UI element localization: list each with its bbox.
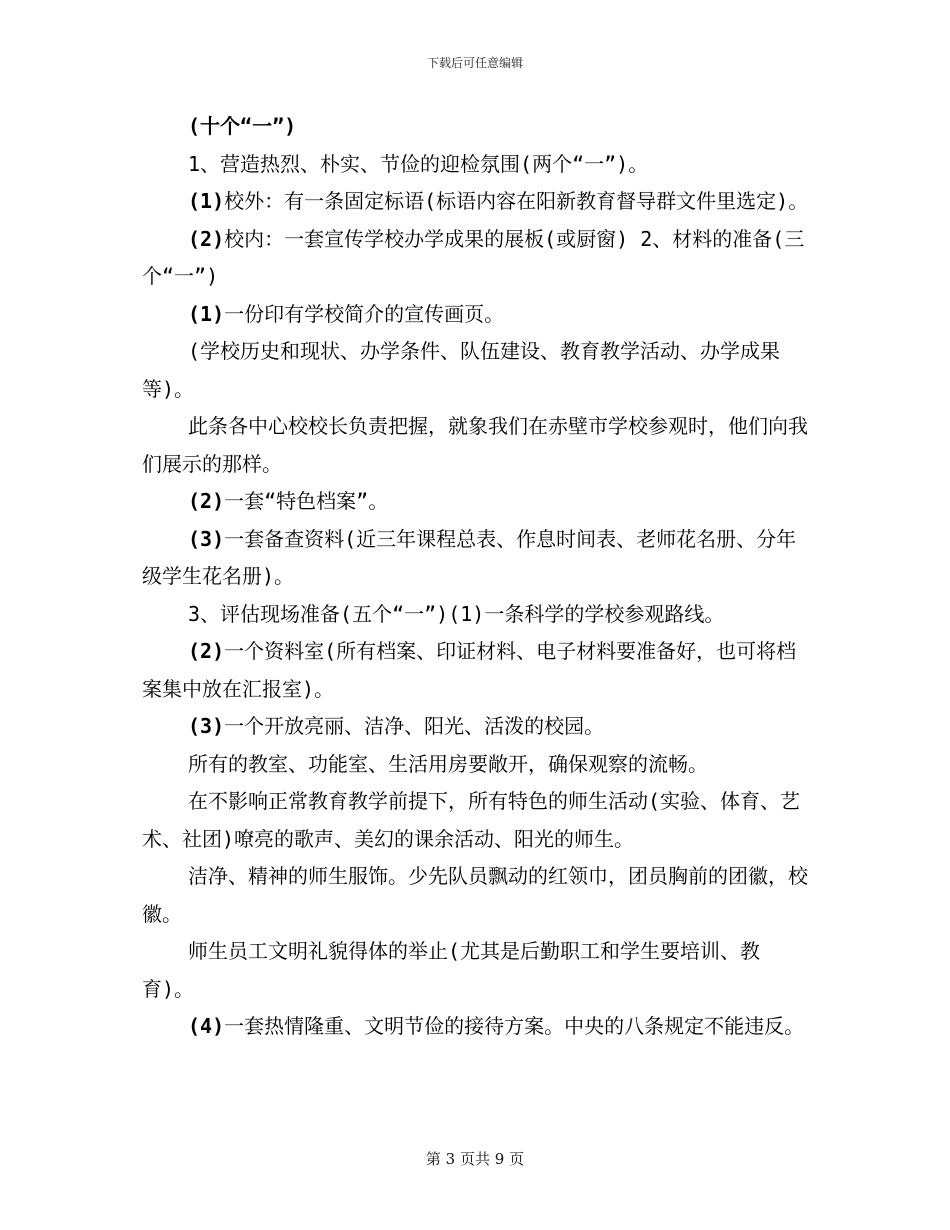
- paragraph: (1)一份印有学校简介的宣传画页。: [188, 301, 505, 326]
- paragraph: 师生员工文明礼貌得体的举止(尤其是后勤职工和学生要培训、教育)。: [142, 939, 761, 1001]
- paragraph: 3、评估现场准备(五个“一”)(1)一条科学的学校参观路线。: [188, 601, 725, 626]
- paragraph: (2)一个资料室(所有档案、印证材料、电子材料要准备好，也可将档案集中放在汇报室)。: [142, 639, 797, 701]
- paragraph: 所有的教室、功能室、生活用房要敞开，确保观察的流畅。: [188, 751, 708, 776]
- page-footer: 第 3 页共 9 页: [425, 1150, 525, 1168]
- paragraph: 在不影响正常教育教学前提下，所有特色的师生活动(实验、体育、艺术、社团)嘹亮的歌声、美幻的课余活动、阳光的师生。: [142, 789, 801, 851]
- page-header: 下载后可任意编辑: [426, 56, 523, 70]
- paragraph: (2)一套“特色档案”。: [188, 489, 389, 513]
- paragraph: (3)一个开放亮丽、洁净、阳光、活泼的校园。: [188, 714, 605, 738]
- section-title: (十个“一”): [188, 114, 297, 138]
- paragraph: (3)一套备查资料(近三年课程总表、作息时间表、老师花名册、分年级学生花名册)。: [142, 526, 797, 588]
- paragraph: (2)校内：一套宣传学校办学成果的展板(或厨窗) 2、材料的准备(三个“一”): [142, 226, 805, 288]
- document-body: [142, 108, 812, 1046]
- paragraph: (1)校外：有一条固定标语(标语内容在阳新教育督导群文件里选定)。: [188, 189, 809, 213]
- paragraph: 洁净、精神的师生服饰。少先队员飘动的红领巾，团员胸前的团徽，校徽。: [142, 864, 808, 926]
- paragraph: 此条各中心校校长负责把握，就象我们在赤壁市学校参观时，他们向我们展示的那样。: [142, 414, 808, 476]
- paragraph: (学校历史和现状、办学条件、队伍建设、教育教学活动、办学成果等)。: [142, 339, 781, 401]
- paragraph: 1、营造热烈、朴实、节俭的迎检氛围(两个“一”)。: [188, 151, 649, 176]
- paragraph: (4)一套热情隆重、文明节俭的接待方案。中央的八条规定不能违反。: [188, 1014, 805, 1038]
